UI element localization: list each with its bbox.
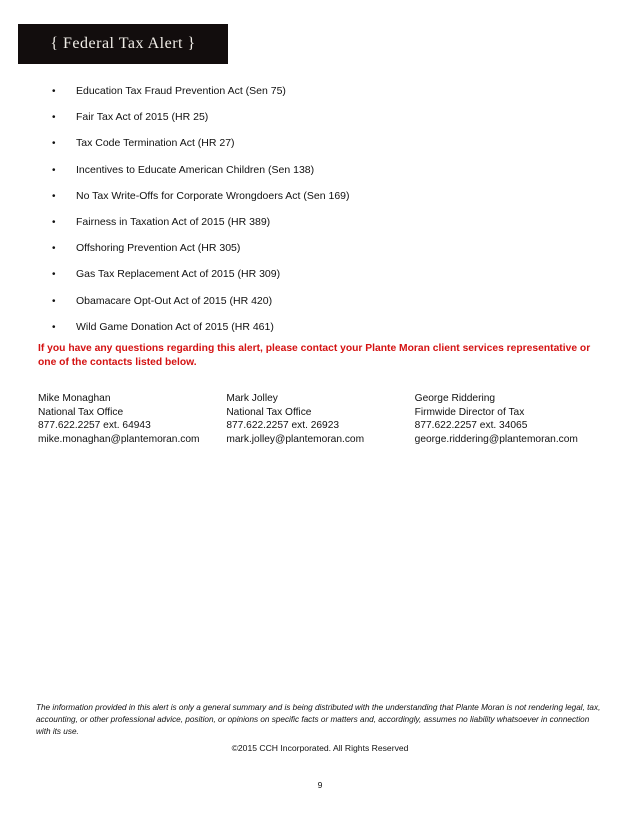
bullet-icon: • [52,164,56,176]
contact-email[interactable]: mike.monaghan@plantemoran.com [38,433,200,445]
bullet-icon: • [52,190,56,202]
bill-list [38,85,608,347]
contact-title: National Tax Office [226,406,312,418]
disclaimer-text: The information provided in this alert is only a general summary and is being distributed with the understanding that Plante Moran is not rendering legal, tax, accounting, or other professional advice, position, or opinions on specific facts or matters and, accordingly, assumes no liability whatsoever in connection with its use. [36,703,601,737]
list-item [38,216,608,229]
bullet-icon: • [52,321,56,333]
contact-card [226,392,414,446]
contact-title: National Tax Office [38,406,124,418]
bullet-icon: • [52,295,56,307]
list-item-label: Education Tax Fraud Prevention Act (Sen 75) [76,85,286,97]
bullet-icon: • [52,112,56,124]
list-item [38,295,608,308]
list-item [38,85,608,98]
contact-title: Firmwide Director of Tax [414,406,525,418]
contact-phone: 877.622.2257 ext. 26923 [226,420,340,432]
list-item-label: Tax Code Termination Act (HR 27) [76,137,235,150]
contact-phone: 877.622.2257 ext. 34065 [414,420,528,432]
contact-alert-note: If you have any questions regarding this alert, please contact your Plante Moran client services representative or one of the contacts listed below. [38,343,591,368]
bullet-icon: • [52,138,56,150]
list-item-label: Incentives to Educate American Children (Sen 138) [76,163,315,176]
contact-name: Mark Jolley [226,393,278,404]
contact-name: George Riddering [414,393,496,404]
list-item [38,321,608,334]
list-item [38,242,608,255]
list-item-label: Fair Tax Act of 2015 (HR 25) [76,111,209,124]
list-item-label: Wild Game Donation Act of 2015 (HR 461) [76,320,274,333]
contact-email[interactable]: george.riddering@plantemoran.com [414,433,578,445]
list-item-label: Fairness in Taxation Act of 2015 (HR 389) [76,215,271,228]
list-item-label: No Tax Write-Offs for Corporate Wrongdoers Act (Sen 169) [76,189,350,202]
contact-card [38,392,226,446]
list-item-label: Offshoring Prevention Act (HR 305) [76,242,241,255]
bullet-icon: • [52,243,56,255]
list-item-label: Obamacare Opt-Out Act of 2015 (HR 420) [76,294,273,307]
contacts-row [38,392,603,446]
bullet-icon: • [52,86,56,97]
contact-phone: 877.622.2257 ext. 64943 [38,420,151,432]
federal-tax-alert-banner [18,24,228,64]
banner-title: { Federal Tax Alert } [50,35,196,52]
contact-card [415,392,603,446]
bullet-icon: • [52,216,56,228]
list-item-label: Gas Tax Replacement Act of 2015 (HR 309) [76,268,281,281]
bullet-icon: • [52,269,56,281]
contact-name: Mike Monaghan [38,393,111,404]
list-item [38,190,608,203]
list-item [38,111,608,124]
list-item [38,164,608,177]
list-item [38,268,608,281]
list-item [38,137,608,150]
copyright-text: ©2015 CCH Incorporated. All Rights Reserved [231,743,409,753]
contact-email[interactable]: mark.jolley@plantemoran.com [226,433,365,445]
page-number: 9 [317,780,323,790]
